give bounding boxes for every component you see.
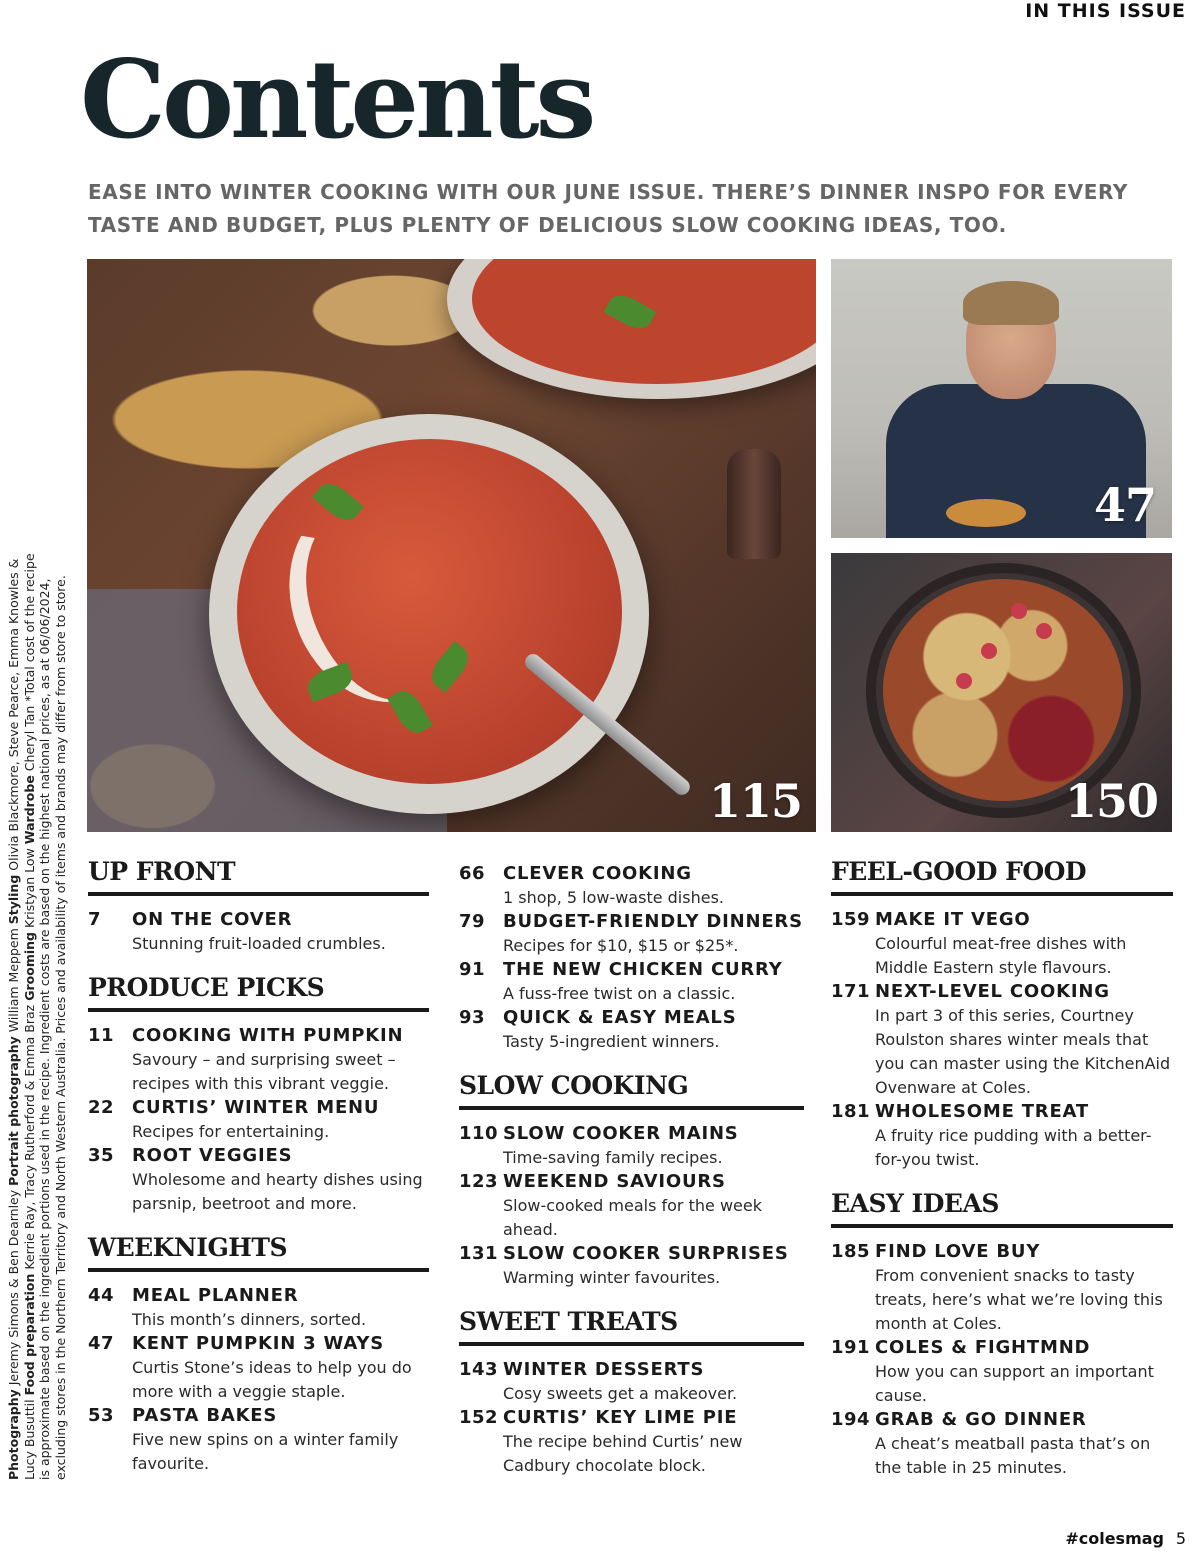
berry bbox=[1036, 623, 1052, 639]
contents-entry[interactable] bbox=[831, 980, 1173, 1100]
chef-hair bbox=[963, 281, 1059, 325]
pepper-grinder bbox=[727, 449, 781, 559]
photo-page-number: 47 bbox=[1093, 478, 1156, 532]
entry-page: 194 bbox=[831, 1409, 871, 1430]
entry-title: CLEVER COOKING bbox=[503, 863, 692, 884]
entry-page: 11 bbox=[88, 1025, 115, 1046]
contents-entry[interactable] bbox=[459, 1242, 804, 1290]
entry-title: MAKE IT VEGO bbox=[875, 909, 1031, 930]
soup-photo[interactable] bbox=[87, 259, 816, 832]
entry-page: 47 bbox=[88, 1333, 115, 1354]
berry bbox=[1011, 603, 1027, 619]
entry-page: 7 bbox=[88, 909, 102, 930]
entry-title: WINTER DESSERTS bbox=[503, 1359, 705, 1380]
pricing-note: *Total cost of the recipe is approximate based on the ingredient portions used in the recipe. Ingredient costs are based on the highest national prices, as at 06/06/2024, excluding stores in the Northern Territory and North Western Australia. Prices and availability of items and brands may differ from store to store. bbox=[21, 553, 68, 1480]
entry-page: 44 bbox=[88, 1285, 115, 1306]
section-heading: PRODUCE PICKS bbox=[88, 974, 429, 1012]
contents-entry[interactable] bbox=[88, 1144, 429, 1216]
section-heading: UP FRONT bbox=[88, 858, 429, 896]
entry-description: Warming winter favourites. bbox=[503, 1268, 721, 1287]
contents-entry[interactable] bbox=[831, 1408, 1173, 1480]
crumble-filling bbox=[883, 579, 1123, 801]
contents-entry[interactable] bbox=[88, 1096, 429, 1144]
entry-title: COOKING WITH PUMPKIN bbox=[132, 1025, 404, 1046]
entry-description: The recipe behind Curtis’ new Cadbury chocolate block. bbox=[503, 1432, 743, 1475]
credit-value: Kerrie Ray, Tracy Rutherford & Emma Braz bbox=[21, 1004, 37, 1270]
contents-column-3 bbox=[831, 858, 1173, 1480]
entry-page: 35 bbox=[88, 1145, 115, 1166]
contents-entry[interactable] bbox=[831, 908, 1173, 980]
entry-title: ROOT VEGGIES bbox=[132, 1145, 293, 1166]
contents-entry[interactable] bbox=[88, 1024, 429, 1096]
entry-description: Cosy sweets get a makeover. bbox=[503, 1384, 738, 1403]
contents-entry[interactable] bbox=[459, 958, 804, 1006]
plate bbox=[946, 499, 1026, 527]
entry-description: Recipes for entertaining. bbox=[132, 1122, 330, 1141]
entry-title: CURTIS’ KEY LIME PIE bbox=[503, 1407, 738, 1428]
section-heading: WEEKNIGHTS bbox=[88, 1234, 429, 1272]
entry-page: 53 bbox=[88, 1405, 115, 1426]
entry-title: FIND LOVE BUY bbox=[875, 1241, 1041, 1262]
entry-page: 79 bbox=[459, 911, 486, 932]
credit-label: Grooming bbox=[21, 932, 37, 1001]
entry-description: A cheat’s meatball pasta that’s on the table in 25 minutes. bbox=[875, 1434, 1151, 1477]
entry-title: BUDGET-FRIENDLY DINNERS bbox=[503, 911, 803, 932]
photo-credits bbox=[6, 545, 66, 1480]
credit-label: Food preparation bbox=[21, 1273, 37, 1396]
credit-label: Portrait photography bbox=[6, 1036, 21, 1186]
entry-description: This month’s dinners, sorted. bbox=[132, 1310, 367, 1329]
entry-description: Time-saving family recipes. bbox=[503, 1148, 723, 1167]
entry-title: KENT PUMPKIN 3 WAYS bbox=[132, 1333, 384, 1354]
entry-description: From convenient snacks to tasty treats, here’s what we’re loving this month at Coles. bbox=[875, 1266, 1163, 1333]
entry-description: Slow-cooked meals for the week ahead. bbox=[503, 1196, 762, 1239]
entry-description: Wholesome and hearty dishes using parsnip, beetroot and more. bbox=[132, 1170, 423, 1213]
contents-entry[interactable] bbox=[459, 1006, 804, 1054]
hashtag: #colesmag bbox=[1065, 1529, 1164, 1548]
entry-title: WEEKEND SAVIOURS bbox=[503, 1171, 726, 1192]
page-number: 5 bbox=[1175, 1529, 1186, 1548]
contents-entry[interactable] bbox=[459, 910, 804, 958]
entry-page: 191 bbox=[831, 1337, 871, 1358]
entry-page: 131 bbox=[459, 1243, 499, 1264]
entry-page: 93 bbox=[459, 1007, 486, 1028]
section-kicker: IN THIS ISSUE bbox=[1025, 0, 1186, 22]
contents-entry[interactable] bbox=[459, 1122, 804, 1170]
credit-label: Wardrobe bbox=[21, 775, 37, 845]
intro-text: EASE INTO WINTER COOKING WITH OUR JUNE ISSUE. THERE’S DINNER INSPO FOR EVERY TASTE AND BUDGET, PLUS PLENTY OF DELICIOUS SLOW COOKING IDEAS, TOO. bbox=[88, 180, 1128, 237]
entry-page: 91 bbox=[459, 959, 486, 980]
entry-title: SLOW COOKER MAINS bbox=[503, 1123, 739, 1144]
crumble-photo[interactable] bbox=[831, 553, 1172, 832]
contents-entry[interactable] bbox=[459, 1406, 804, 1478]
contents-entry[interactable] bbox=[459, 862, 804, 910]
entry-title: COLES & FIGHTMND bbox=[875, 1337, 1091, 1358]
section-heading: SLOW COOKING bbox=[459, 1072, 804, 1110]
entry-description: Five new spins on a winter family favourite. bbox=[132, 1430, 399, 1473]
section-heading: EASY IDEAS bbox=[831, 1190, 1173, 1228]
entry-description: Colourful meat-free dishes with Middle Eastern style flavours. bbox=[875, 934, 1127, 977]
contents-entry[interactable] bbox=[831, 1100, 1173, 1172]
entry-page: 143 bbox=[459, 1359, 499, 1380]
entry-page: 22 bbox=[88, 1097, 115, 1118]
credit-value: William Meppem bbox=[6, 928, 21, 1033]
contents-entry[interactable] bbox=[88, 1404, 429, 1476]
entry-description: Recipes for $10, $15 or $25*. bbox=[503, 936, 739, 955]
credit-label: Styling bbox=[6, 874, 21, 925]
section-heading: FEEL-GOOD FOOD bbox=[831, 858, 1173, 896]
entry-title: ON THE COVER bbox=[132, 909, 293, 930]
chef-portrait-photo[interactable] bbox=[831, 259, 1172, 538]
entry-description: Stunning fruit-loaded crumbles. bbox=[132, 934, 386, 953]
contents-entry[interactable] bbox=[459, 1170, 804, 1242]
entry-description: In part 3 of this series, Courtney Roulston shares winter meals that you can master using the KitchenAid Ovenware at Coles. bbox=[875, 1006, 1171, 1097]
entry-title: GRAB & GO DINNER bbox=[875, 1409, 1087, 1430]
photo-page-number: 115 bbox=[708, 774, 802, 828]
entry-description: Savoury – and surprising sweet – recipes with this vibrant veggie. bbox=[132, 1050, 396, 1093]
contents-entry[interactable] bbox=[831, 1336, 1173, 1408]
entry-description: A fuss-free twist on a classic. bbox=[503, 984, 736, 1003]
entry-title: QUICK & EASY MEALS bbox=[503, 1007, 737, 1028]
entry-page: 159 bbox=[831, 909, 871, 930]
entry-title: MEAL PLANNER bbox=[132, 1285, 299, 1306]
contents-entry[interactable] bbox=[88, 1332, 429, 1404]
credit-value: Olivia Blackmore, Steve Pearce, Emma Knowles & Lucy Busuttil bbox=[6, 558, 37, 1480]
contents-entry[interactable] bbox=[88, 908, 429, 956]
entry-title: THE NEW CHICKEN CURRY bbox=[503, 959, 783, 980]
berry bbox=[956, 673, 972, 689]
credit-label: Photography bbox=[6, 1389, 21, 1480]
entry-page: 110 bbox=[459, 1123, 499, 1144]
section-heading: SWEET TREATS bbox=[459, 1308, 804, 1346]
entry-title: PASTA BAKES bbox=[132, 1405, 278, 1426]
contents-column-1 bbox=[88, 858, 429, 1476]
entry-description: How you can support an important cause. bbox=[875, 1362, 1154, 1405]
contents-entry[interactable] bbox=[831, 1240, 1173, 1336]
credit-value: Cheryl Tan bbox=[21, 705, 37, 772]
berry bbox=[981, 643, 997, 659]
entry-description: 1 shop, 5 low-waste dishes. bbox=[503, 888, 724, 907]
entry-title: SLOW COOKER SURPRISES bbox=[503, 1243, 789, 1264]
photo-page-number: 150 bbox=[1064, 774, 1158, 828]
entry-page: 152 bbox=[459, 1407, 499, 1428]
entry-page: 185 bbox=[831, 1241, 871, 1262]
entry-title: CURTIS’ WINTER MENU bbox=[132, 1097, 380, 1118]
entry-page: 66 bbox=[459, 863, 486, 884]
contents-entry[interactable] bbox=[459, 1358, 804, 1406]
entry-description: A fruity rice pudding with a better-for-you twist. bbox=[875, 1126, 1152, 1169]
contents-column-2 bbox=[459, 862, 804, 1478]
page-title: Contents bbox=[80, 37, 593, 163]
contents-entry[interactable] bbox=[88, 1284, 429, 1332]
entry-page: 181 bbox=[831, 1101, 871, 1122]
entry-title: NEXT-LEVEL COOKING bbox=[875, 981, 1110, 1002]
entry-page: 123 bbox=[459, 1171, 499, 1192]
credit-value: Jeremy Simons & Ben Dearnley bbox=[6, 1189, 21, 1386]
entry-description: Tasty 5-ingredient winners. bbox=[503, 1032, 720, 1051]
credit-value: Kristyan Low bbox=[21, 848, 37, 929]
entry-title: WHOLESOME TREAT bbox=[875, 1101, 1089, 1122]
entry-page: 171 bbox=[831, 981, 871, 1002]
entry-description: Curtis Stone’s ideas to help you do more with a veggie staple. bbox=[132, 1358, 412, 1401]
